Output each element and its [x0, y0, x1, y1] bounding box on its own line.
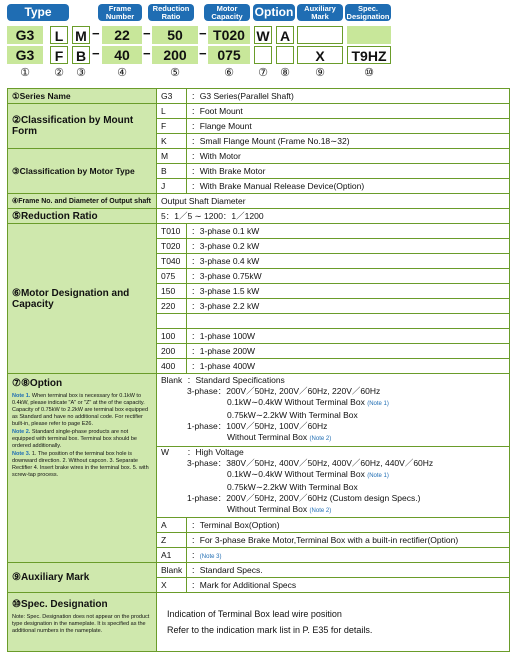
- option-blank-line2-note: (Note 1): [367, 401, 389, 407]
- motor-desc: ：3-phase 0.4 kW: [187, 254, 510, 269]
- dash: −: [92, 26, 100, 41]
- mount-desc: ：Flange Mount: [187, 119, 510, 134]
- code1-series: G3: [7, 26, 43, 44]
- option-header: Option: [254, 5, 294, 19]
- note-text: 1. The position of the terminal box hole is downward direction. 2. Without capcon. 3. Separate Rectifier 4. Insert brake wires in the terminal box. 5. with screw-tap process.: [12, 451, 149, 478]
- spec-table: [7, 88, 510, 652]
- aux-desc: ：Standard Specs.: [187, 563, 510, 578]
- code1-spec: [347, 26, 391, 44]
- aux-label: ⑨Auxiliary Mark: [8, 563, 157, 593]
- option-blank-line4: 1-phase：100V／50Hz, 100V／60Hz: [187, 421, 328, 431]
- motor-code: T040: [157, 254, 187, 269]
- code2-mount: F: [50, 46, 68, 64]
- option-blank-line1: 3-phase：200V／50Hz, 200V／60Hz, 220V／60Hz: [187, 386, 381, 396]
- motor-capacity-label: Motor Capacity: [211, 4, 243, 21]
- mount-code: K: [157, 134, 187, 149]
- motor-code: 220: [157, 299, 187, 314]
- option-w-cell: [157, 447, 510, 518]
- index-2: ②: [54, 67, 64, 79]
- option-blank-cell: [157, 374, 510, 447]
- motor-code: 400: [157, 359, 187, 374]
- frame-number-label: Frame Number: [105, 4, 135, 21]
- note-text: When terminal box is necessary for 0.1kW to 0.4kW, please indicate "A" or "Z" at the of the capacity. Capacity of 0.75kW to 2.2kW are terminal box equipped as Standard and have no additional code. For rectifier built-in, please refer to page E26.: [12, 393, 149, 427]
- motor-type-desc: ：With Motor: [187, 149, 510, 164]
- mount-desc: ：Small Flange Mount (Frame No.18∼32): [187, 134, 510, 149]
- option-note-2: [12, 429, 152, 450]
- note-tag: Note 3.: [12, 451, 31, 457]
- note-text: Standard single-phase products are not equipped with terminal box. Terminal box should be ordered additionally.: [12, 429, 137, 449]
- code2-option-b: [276, 46, 294, 64]
- motor-type-code: B: [157, 164, 187, 179]
- motor-desc: ：1-phase 100W: [187, 329, 510, 344]
- option-w-title-text: ：High Voltage: [187, 447, 244, 457]
- mount-desc: ：Foot Mount: [187, 104, 510, 119]
- option-w-line1: 3-phase：380V／50Hz, 400V／50Hz, 400V／60Hz, 440V／60Hz: [187, 458, 434, 468]
- code2-frame: 40: [102, 46, 142, 64]
- aux-code: X: [157, 578, 187, 593]
- option-z-desc: ：For 3-phase Brake Motor,Terminal Box with a built-in rectifier(Option): [187, 533, 510, 548]
- mount-label: ②Classification by Mount Form: [8, 104, 157, 149]
- dash: −: [199, 46, 207, 61]
- option-label: ⑦⑧Option: [12, 378, 63, 389]
- option-blank-line3: 0.75kW∼2.2kW With Terminal Box: [227, 410, 358, 420]
- index-4: ④: [117, 67, 127, 79]
- motor-code: 075: [157, 269, 187, 284]
- motor-code: 200: [157, 344, 187, 359]
- spec-designation-header: [345, 4, 391, 21]
- motor-capacity-header: [204, 4, 250, 21]
- index-5: ⑤: [170, 67, 180, 79]
- code2-option-a: [254, 46, 272, 64]
- index-9: ⑨: [315, 67, 325, 79]
- frame-number-header: [98, 4, 142, 21]
- motor-label: ⑥Motor Designation and Capacity: [8, 224, 157, 374]
- option-a-desc: ：Terminal Box(Option): [187, 518, 510, 533]
- option-w-line4: 1-phase：200V／50Hz, 200V／60Hz (Custom design Specs.): [187, 493, 421, 503]
- frame-desc: Output Shaft Diameter: [157, 194, 510, 209]
- motor-type-code: J: [157, 179, 187, 194]
- motor-code: [157, 314, 187, 329]
- code1-aux: [297, 26, 343, 44]
- option-w-line2-text: 0.1kW∼0.4kW Without Terminal Box: [227, 469, 365, 479]
- index-6: ⑥: [224, 67, 234, 79]
- code2-ratio: 200: [152, 46, 198, 64]
- motor-desc: [187, 314, 510, 329]
- spec-note: Note: Spec. Designation does not appear on the product type designation in the nameplate. It is specified as the additional numbers in the nameplate.: [12, 614, 150, 634]
- option-blank-title: [161, 375, 505, 386]
- series-desc: ：G3 Series(Parallel Shaft): [187, 89, 510, 104]
- motor-code: 100: [157, 329, 187, 344]
- option-a1-code: A1: [157, 548, 187, 563]
- index-1: ①: [20, 67, 30, 79]
- option-a-code: A: [157, 518, 187, 533]
- motor-type-label: ③Classification by Motor Type: [8, 149, 157, 194]
- motor-desc: ：3-phase 1.5 kW: [187, 284, 510, 299]
- reduction-ratio-header: [148, 4, 194, 21]
- code1-ratio: 50: [152, 26, 198, 44]
- option-w-code: W: [161, 447, 170, 457]
- spec-designation-label: Spec. Designation: [346, 4, 390, 21]
- code2-series: G3: [7, 46, 43, 64]
- type-header: Type: [7, 4, 69, 21]
- motor-desc: ：1-phase 200W: [187, 344, 510, 359]
- code1-motor-type: M: [72, 26, 90, 44]
- code2-motor: 075: [208, 46, 250, 64]
- spec-label-cell: [8, 593, 157, 652]
- motor-type-desc: ：With Brake Motor: [187, 164, 510, 179]
- note-tag: Note 1.: [12, 393, 31, 399]
- dash: −: [92, 46, 100, 61]
- option-blank-line5-note: (Note 2): [309, 436, 332, 442]
- option-blank-line5-text: Without Terminal Box: [227, 432, 308, 442]
- code1-motor: T020: [208, 26, 250, 44]
- motor-desc: ：3-phase 0.2 kW: [187, 239, 510, 254]
- code2-spec: T9HZ: [347, 46, 391, 64]
- note-tag: Note 2.: [12, 429, 31, 435]
- motor-desc: ：1-phase 400W: [187, 359, 510, 374]
- code1-option-a: W: [254, 26, 272, 44]
- option-w-line5-note: (Note 2): [309, 508, 332, 514]
- motor-code: T020: [157, 239, 187, 254]
- motor-desc: ：3-phase 0.1 kW: [187, 224, 510, 239]
- aux-desc: ：Mark for Additional Specs: [187, 578, 510, 593]
- option-blank-line5: [161, 432, 505, 445]
- option-w-line2-note: (Note 1): [367, 473, 389, 479]
- reduction-ratio-label: Reduction Ratio: [152, 4, 190, 21]
- motor-type-code: M: [157, 149, 187, 164]
- aux-code: Blank: [157, 563, 187, 578]
- option-note-1: [12, 393, 152, 428]
- frame-label: ④Frame No. and Diameter of Output shaft: [8, 194, 157, 209]
- option-w-line2: [161, 469, 505, 482]
- auxiliary-mark-header: [297, 4, 343, 21]
- spec-desc-line2: Refer to the indication mark list in P. E35 for details.: [167, 625, 373, 635]
- code1-frame: 22: [102, 26, 142, 44]
- option-blank-line2: [161, 397, 505, 410]
- index-7: ⑦: [258, 67, 268, 79]
- option-blank-line2-text: 0.1kW∼0.4kW Without Terminal Box: [227, 397, 365, 407]
- motor-desc: ：3-phase 2.2 kW: [187, 299, 510, 314]
- code2-aux: X: [297, 46, 343, 64]
- dash: −: [199, 26, 207, 41]
- code1-option-b: A: [276, 26, 294, 44]
- dash: −: [143, 46, 151, 61]
- option-w-line3: 0.75kW∼2.2kW With Terminal Box: [227, 482, 358, 492]
- motor-type-desc: ：With Brake Manual Release Device(Option): [187, 179, 510, 194]
- option-w-title: [161, 447, 505, 458]
- option-blank-title-text: ：Standard Specifications: [187, 375, 285, 385]
- auxiliary-mark-label: Auxiliary Mark: [304, 4, 336, 21]
- mount-code: L: [157, 104, 187, 119]
- index-3: ③: [76, 67, 86, 79]
- dash: −: [143, 26, 151, 41]
- code1-mount: L: [50, 26, 68, 44]
- option-blank-code: Blank: [161, 375, 183, 385]
- ratio-label: ⑤Reduction Ratio: [8, 209, 157, 224]
- option-a1-desc-text: ：: [191, 550, 200, 560]
- motor-code: 150: [157, 284, 187, 299]
- option-note-3: [12, 451, 152, 479]
- option-label-cell: [8, 374, 157, 563]
- ratio-desc: 5：1／5 ∼ 1200：1／1200: [157, 209, 510, 224]
- option-a1-desc: [187, 548, 510, 563]
- code2-motor-type: B: [72, 46, 90, 64]
- motor-code: T010: [157, 224, 187, 239]
- spec-label: ⑩Spec. Designation: [12, 599, 108, 610]
- motor-desc: ：3-phase 0.75kW: [187, 269, 510, 284]
- option-w-line5: [161, 504, 505, 517]
- option-z-code: Z: [157, 533, 187, 548]
- series-code: G3: [157, 89, 187, 104]
- index-10: ⑩: [364, 67, 374, 79]
- option-w-line5-text: Without Terminal Box: [227, 504, 308, 514]
- spec-desc-cell: [157, 593, 510, 652]
- mount-code: F: [157, 119, 187, 134]
- series-label: ①Series Name: [8, 89, 157, 104]
- index-8: ⑧: [280, 67, 290, 79]
- spec-desc-line1: Indication of Terminal Box lead wire position: [167, 609, 342, 619]
- option-a1-note: (Note 3): [199, 554, 222, 560]
